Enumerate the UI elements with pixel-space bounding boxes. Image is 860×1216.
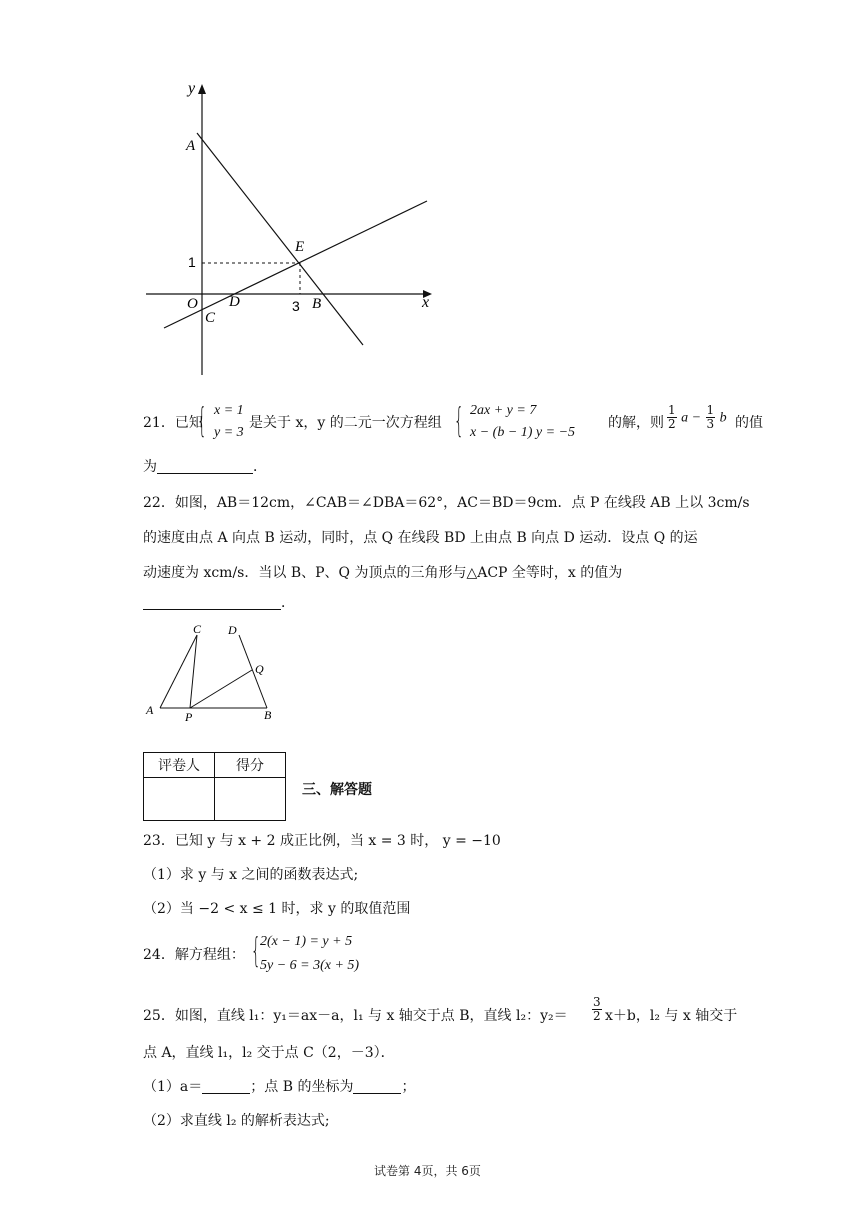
label-D: D (229, 294, 240, 310)
q22-end: ． (281, 595, 295, 611)
q25-b-blank[interactable] (353, 1079, 401, 1094)
q22-line2 (143, 527, 698, 547)
q22-answer-blank[interactable] (143, 595, 281, 610)
q25-part2 (143, 1110, 330, 1130)
fig-label-A: A (146, 703, 154, 717)
q21-sys2-line1: 2ax + y = 7 (470, 403, 537, 418)
tick-label-3: 3 (292, 298, 300, 314)
q23-line1-text: 23．已知 y 与 x + 2 成正比例，当 x = 3 时， y = −10 (143, 833, 501, 849)
fig-label-Q: Q (255, 662, 264, 676)
q23-line1 (143, 830, 501, 850)
q25-frac-num: 3 (593, 995, 601, 1009)
label-A: A (186, 138, 196, 154)
q22-line3-text: 动速度为 xcm/s．当以 B、P、Q 为顶点的三角形与△ACP 全等时，x 的值为 (143, 565, 623, 581)
q24-label: 24．解方程组： (143, 947, 245, 963)
q25-fraction (592, 996, 602, 1023)
q23-part1 (143, 864, 358, 884)
score-cell-grader[interactable] (144, 778, 215, 821)
fig-label-B: B (264, 708, 272, 722)
coordinate-graph (140, 75, 450, 380)
q25-a-blank[interactable] (202, 1079, 250, 1094)
line-AB (197, 133, 363, 345)
label-x-axis: x (422, 294, 430, 311)
q25-part1-c: ； (401, 1079, 416, 1095)
q21-brace-2: { (454, 401, 464, 441)
score-header-score: 得分 (215, 753, 286, 778)
q21-frac1-var: a − (681, 410, 702, 426)
q25-part1-a: （1）a＝ (143, 1079, 203, 1095)
triangle-figure (140, 620, 290, 725)
q25-part1 (143, 1076, 415, 1096)
q25-line1-a: 25．如图，直线 l₁：y₁＝ax－a，l₁ 与 x 轴交于点 B，直线 l₂：y₂＝ (143, 1008, 568, 1024)
q21-sys2-line2: x − (b − 1) y = −5 (470, 425, 576, 440)
section-title: 三、解答题 (302, 782, 372, 798)
q21-equation-system (470, 400, 575, 444)
q24-eq2: 5y − 6 = 3(x + 5) (260, 958, 360, 973)
q25-line1-b: x＋b，l₂ 与 x 轴交于 (605, 1008, 738, 1024)
label-C: C (205, 310, 216, 326)
q24-eq1: 2(x − 1) = y + 5 (260, 934, 353, 949)
label-E: E (295, 239, 305, 255)
q21-sys1-line2: y = 3 (214, 425, 244, 440)
fig-label-P: P (185, 710, 193, 724)
q25-line2-text: 点 A，直线 l₁，l₂ 交于点 C（2，－3）． (143, 1045, 395, 1061)
score-header-grader: 评卷人 (144, 753, 215, 778)
q23-part1-text: （1）求 y 与 x 之间的函数表达式; (143, 867, 359, 883)
q21-brace-1: { (197, 401, 207, 441)
label-O: O (187, 296, 198, 312)
q22-line1 (143, 492, 750, 512)
segment-PQ (190, 670, 252, 708)
q25-line2 (143, 1042, 395, 1062)
q25-part2-text: （2）求直线 l₂ 的解析表达式; (143, 1113, 330, 1129)
label-B: B (312, 296, 322, 312)
q25-part1-b: ；点 B 的坐标为 (250, 1079, 354, 1095)
score-table (143, 752, 286, 821)
score-cell-score[interactable] (215, 778, 286, 821)
q21-frac2-num: 1 (706, 403, 715, 417)
q21-sys1-line1: x = 1 (214, 403, 244, 418)
q21-solution-system (214, 400, 244, 444)
q23-part2-text: （2）当 −2 < x ≤ 1 时，求 y 的取值范围 (143, 901, 411, 917)
q22-line4 (143, 592, 295, 612)
q21-mid-text: 是关于 x，y 的二元一次方程组 (249, 415, 442, 431)
q22-line2-text: 的速度由点 A 向点 B 运动，同时，点 Q 在线段 BD 上由点 B 向点 D 运动．设点 Q 的运 (143, 530, 698, 546)
q21-frac2-den: 3 (706, 417, 715, 431)
q21-expression (667, 404, 727, 431)
q21-frac1-den: 2 (668, 417, 676, 431)
q21-after-text: 的解，则 (608, 415, 664, 431)
q22-line3 (143, 562, 622, 582)
q21-line2-text: 为 (143, 459, 157, 475)
y-axis-arrow (198, 84, 206, 94)
q21-answer-blank[interactable] (157, 459, 253, 474)
q23-part2 (143, 898, 410, 918)
fig-label-C: C (193, 622, 202, 636)
q24-brace: { (251, 931, 261, 971)
q21-number: 21．已知 (143, 415, 203, 431)
q25-frac-den: 2 (593, 1009, 601, 1023)
q22-line1-text: 22．如图，AB＝12cm，∠CAB＝∠DBA＝62°，AC＝BD＝9cm．点 P 在线段 AB 上以 3cm/s (143, 495, 750, 511)
page-footer: 试卷第 4页，共 6页 (374, 1164, 481, 1178)
tick-label-1: 1 (188, 254, 196, 270)
q21-line2: 为 ． (143, 459, 267, 475)
q21-frac1-num: 1 (668, 403, 676, 417)
label-y-axis: y (188, 80, 196, 97)
fig-label-D: D (228, 623, 237, 637)
q21-tail: 的值 (735, 415, 763, 431)
q24-system (260, 930, 359, 978)
q21-frac2-var: b (719, 410, 727, 426)
